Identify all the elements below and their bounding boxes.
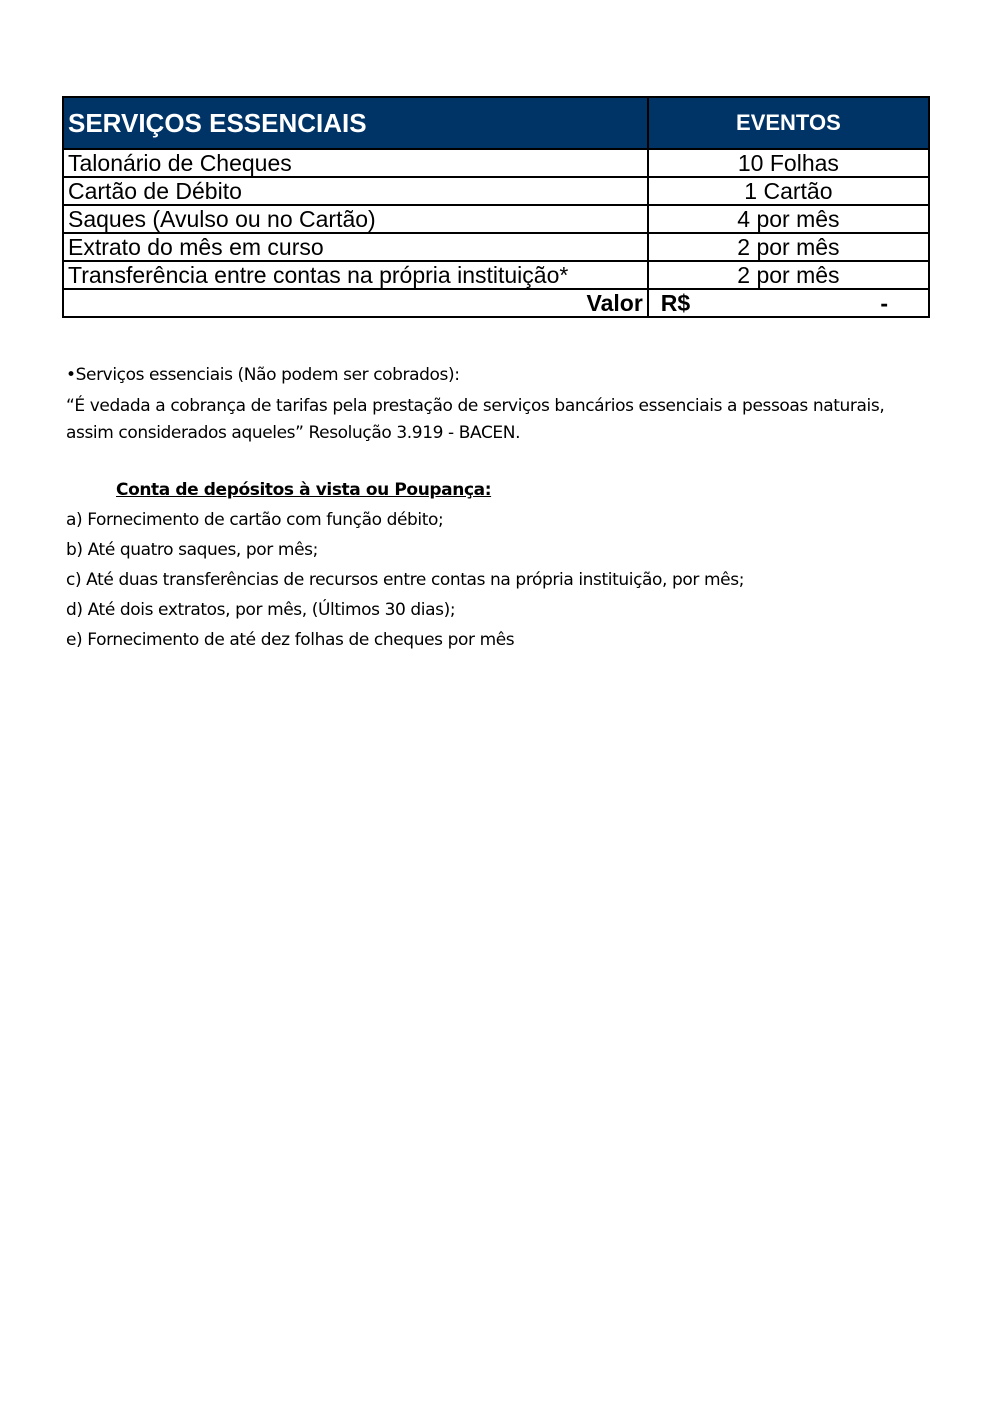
table-row [63, 149, 929, 177]
service-cell: Extrato do mês em curso [63, 233, 648, 261]
service-cell: Transferência entre contas na própria instituição* [63, 261, 648, 289]
events-cell: 10 Folhas [648, 149, 929, 177]
list-item: c) Até duas transferências de recursos entre contas na própria instituição, por mês; [66, 570, 745, 590]
total-row [63, 289, 929, 317]
events-cell: 1 Cartão [648, 177, 929, 205]
table-row [63, 233, 929, 261]
table-header-row [63, 97, 929, 149]
total-value-cell [648, 289, 929, 317]
list-item: b) Até quatro saques, por mês; [66, 540, 318, 560]
notes-intro: •Serviços essenciais (Não podem ser cobrados): [66, 365, 460, 385]
header-services: SERVIÇOS ESSENCIAIS [63, 97, 648, 149]
section-heading: Conta de depósitos à vista ou Poupança: [116, 480, 492, 500]
events-cell: 2 por mês [648, 261, 929, 289]
essential-services-table [62, 96, 930, 318]
total-currency: R$ [660, 290, 691, 316]
service-cell: Saques (Avulso ou no Cartão) [63, 205, 648, 233]
notes-section [66, 362, 936, 657]
list-item: e) Fornecimento de até dez folhas de cheques por mês [66, 630, 515, 650]
events-cell: 4 por mês [648, 205, 929, 233]
header-events: EVENTOS [648, 97, 929, 149]
list-item: a) Fornecimento de cartão com função débito; [66, 510, 444, 530]
table-row [63, 177, 929, 205]
table-row [63, 261, 929, 289]
service-cell: Cartão de Débito [63, 177, 648, 205]
service-cell: Talonário de Cheques [63, 149, 648, 177]
table-row [63, 205, 929, 233]
notes-quote: “É vedada a cobrança de tarifas pela prestação de serviços bancários essenciais a pessoas naturais, assim considerados aqueles” Resolução 3.919 - BACEN. [66, 396, 885, 443]
events-cell: 2 por mês [648, 233, 929, 261]
list-item: d) Até dois extratos, por mês, (Últimos 30 dias); [66, 600, 456, 620]
total-label: Valor [63, 289, 648, 317]
total-amount: - [880, 290, 888, 316]
